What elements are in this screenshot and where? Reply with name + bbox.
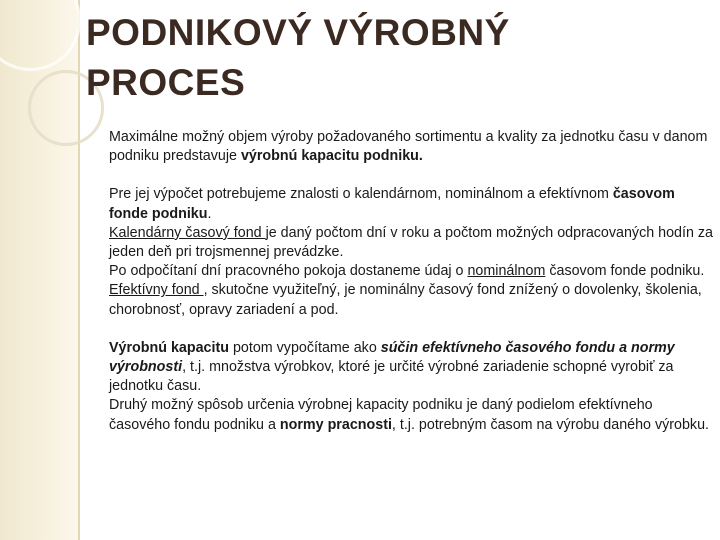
text: potom vypočítame ako bbox=[228, 339, 381, 356]
title-line-2: PROCES bbox=[86, 62, 246, 103]
bold-italic-text: súčin efektívneho časového fondu a normy výrobnosti bbox=[109, 339, 675, 376]
bold-text: normy pracnosti bbox=[279, 416, 392, 433]
spacer bbox=[109, 166, 714, 185]
text: , t.j. potrebným časom na výrobu daného výrobku. bbox=[391, 416, 710, 433]
slide-body bbox=[109, 128, 714, 435]
bold-text: Výrobnú kapacitu bbox=[109, 339, 229, 356]
bold-text: výrobnú kapacitu podniku. bbox=[240, 148, 423, 165]
text: , t.j. množstva výrobkov, ktoré je určité výrobné zariadenie schopné vyrobiť za jednotku času. bbox=[109, 359, 674, 395]
paragraph-time-fund-intro bbox=[109, 185, 714, 223]
text: Maximálne možný objem výroby požadovaného sortimentu a kvality za jednotku času v danom podniku predstavuje bbox=[109, 129, 708, 165]
slide-title bbox=[86, 8, 686, 108]
text: . bbox=[207, 205, 212, 222]
paragraph-effective-fund bbox=[109, 281, 714, 319]
text: Druhý možný spôsob určenia výrobnej kapacity podniku je daný podielom efektívneho časového fondu podniku a bbox=[109, 397, 653, 433]
text: Pre jej výpočet potrebujeme znalosti o kalendárnom, nominálnom a efektívnom bbox=[109, 186, 613, 203]
text: , skutočne využiteľný, je nominálny časový fond znížený o dovolenky, školenia, chorobnosť, opravy zariadení a pod. bbox=[109, 282, 702, 318]
spacer bbox=[109, 320, 714, 339]
bold-text: časovom fonde podniku bbox=[109, 186, 675, 222]
text: je daný počtom dní v roku a počtom možných odpracovaných hodín za jeden deň pri trojsmennej prevádzke. bbox=[109, 224, 714, 261]
paragraph-nominal-fund bbox=[109, 262, 714, 281]
underlined-term: nominálnom bbox=[467, 263, 546, 280]
title-line-1: PODNIKOVÝ VÝROBNÝ bbox=[86, 12, 510, 53]
underlined-term: Efektívny fond bbox=[109, 282, 204, 299]
underlined-term: Kalendárny časový fond bbox=[109, 224, 266, 241]
text: Po odpočítaní dní pracovného pokoja dostaneme údaj o bbox=[109, 263, 468, 280]
text: časovom fonde podniku. bbox=[545, 263, 705, 280]
paragraph-capacity-calculation bbox=[109, 339, 714, 397]
paragraph-calendar-fund bbox=[109, 224, 714, 262]
paragraph-capacity-definition bbox=[109, 128, 714, 166]
paragraph-second-method bbox=[109, 396, 714, 434]
